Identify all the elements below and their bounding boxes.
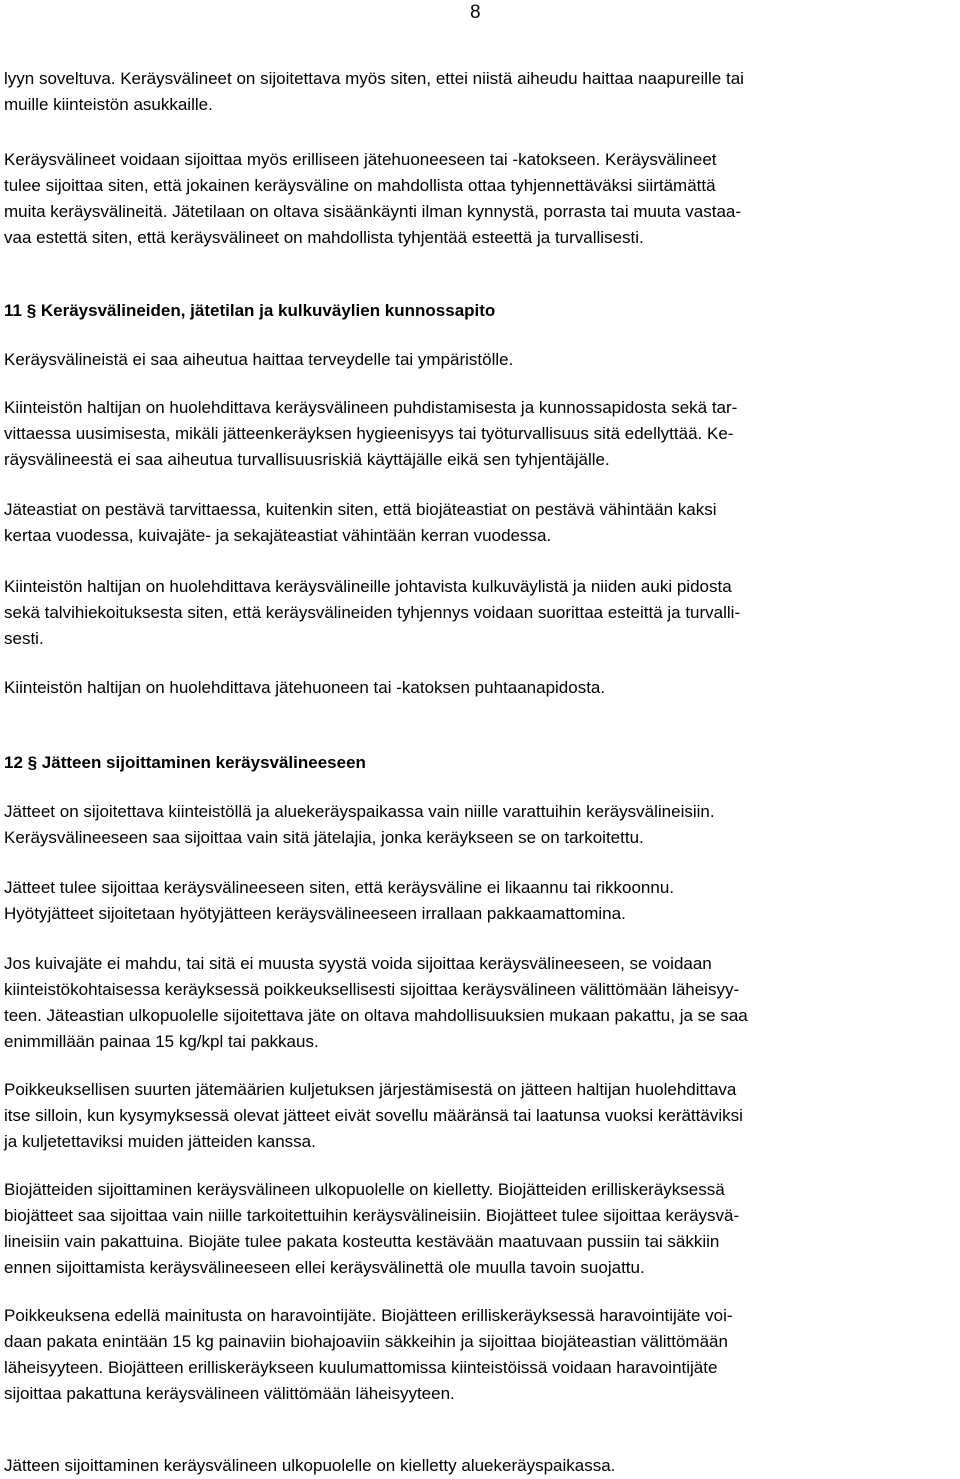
paragraph — [4, 395, 737, 473]
text-line: 11 § Keräysvälineiden, jätetilan ja kulkuväylien kunnossapito — [4, 301, 496, 320]
text-line: biojätteet saa sijoittaa vain niille tarkoitettuihin keräysvälineisiin. Biojätteet tulee sijoittaa keräysvä- — [4, 1206, 740, 1225]
text-line: vaa estettä siten, että keräysvälineet on mahdollista tyhjentää esteettä ja turvallisesti. — [4, 228, 644, 247]
text-line: ja kuljetettaviksi muiden jätteiden kanssa. — [4, 1132, 316, 1151]
paragraph — [4, 574, 740, 652]
text-line: muita keräysvälineitä. Jätetilaan on oltava sisäänkäynti ilman kynnystä, porrasta tai muuta vastaa- — [4, 202, 742, 221]
text-line: sijoittaa pakattuna keräysvälineen välittömään läheisyyteen. — [4, 1384, 455, 1403]
text-line: Keräysvälineeseen saa sijoittaa vain sitä jätelajia, jonka keräykseen se on tarkoitettu. — [4, 828, 644, 847]
text-line: Biojätteiden sijoittaminen keräysvälineen ulkopuolelle on kielletty. Biojätteiden erilliskeräyksessä — [4, 1180, 725, 1199]
text-line: Keräysvälineet voidaan sijoittaa myös erilliseen jätehuoneeseen tai -katokseen. Keräysvälineet — [4, 150, 717, 169]
text-line: lineisiin vain pakattuina. Biojäte tulee pakata kosteutta kestävään maatuvaan pussiin tai säkkiin — [4, 1232, 720, 1251]
text-line: Keräysvälineistä ei saa aiheutua haittaa terveydelle tai ympäristölle. — [4, 350, 514, 369]
paragraph — [4, 147, 741, 251]
text-line: Jätteet tulee sijoittaa keräysvälineeseen siten, että keräysväline ei likaannu tai rikkoonnu. — [4, 878, 674, 897]
text-line: Jäteastiat on pestävä tarvittaessa, kuitenkin siten, että biojäteastiat on pestävä vähintään kaksi — [4, 500, 717, 519]
paragraph — [4, 347, 513, 373]
text-line: Jätteen sijoittaminen keräysvälineen ulkopuolelle on kielletty aluekeräyspaikassa. — [4, 1456, 616, 1475]
text-line: Kiinteistön haltijan on huolehdittava jätehuoneen tai -katoksen puhtaanapidosta. — [4, 678, 606, 697]
text-line: Jos kuivajäte ei mahdu, tai sitä ei muusta syystä voida sijoittaa keräysvälineeseen, se voidaan — [4, 954, 712, 973]
text-line: Jätteet on sijoitettava kiinteistöllä ja aluekeräyspaikassa vain niille varattuihin keräysvälineisiin. — [4, 802, 715, 821]
text-line: tulee sijoittaa siten, että jokainen keräysväline on mahdollista ottaa tyhjennettäväksi siirtämättä — [4, 176, 716, 195]
text-line: enimmillään painaa 15 kg/kpl tai pakkaus. — [4, 1032, 319, 1051]
page-number: 8 — [470, 2, 481, 23]
paragraph — [4, 1303, 733, 1407]
text-line: kiinteistökohtaisessa keräyksessä poikkeuksellisesti sijoittaa keräysvälineen välittömään läheisyy- — [4, 980, 740, 999]
text-line: 12 § Jätteen sijoittaminen keräysvälineeseen — [4, 753, 366, 772]
paragraph — [4, 875, 674, 927]
paragraph — [4, 799, 715, 851]
text-line: Kiinteistön haltijan on huolehdittava keräysvälineen puhdistamisesta ja kunnossapidosta sekä tar- — [4, 398, 738, 417]
paragraph — [4, 675, 605, 701]
text-line: sesti. — [4, 629, 44, 648]
text-line: muille kiinteistön asukkaille. — [4, 95, 213, 114]
text-line: Hyötyjätteet sijoitetaan hyötyjätteen keräysvälineeseen irrallaan pakkaamattomina. — [4, 904, 626, 923]
text-line: läheisyyteen. Biojätteen erilliskeräykseen kuulumattomissa kiinteistöissä voidaan haravointijäte — [4, 1358, 718, 1377]
text-line: teen. Jäteastian ulkopuolelle sijoitettava jäte on oltava mahdollisuuksien mukaan pakattu, ja se saa — [4, 1006, 748, 1025]
text-line: vittaessa uusimisesta, mikäli jätteenkeräyksen hygieenisyys tai työturvallisuus sitä edellyttää. Ke- — [4, 424, 734, 443]
text-line: daan pakata enintään 15 kg painaviin biohajoaviin säkkeihin ja sijoittaa biojäteastian välittömään — [4, 1332, 728, 1351]
paragraph — [4, 497, 717, 549]
text-line: Kiinteistön haltijan on huolehdittava keräysvälineille johtavista kulkuväylistä ja niiden auki pidosta — [4, 577, 732, 596]
text-line: Poikkeuksellisen suurten jätemäärien kuljetuksen järjestämisestä on jätteen haltijan huolehdittava — [4, 1080, 737, 1099]
text-line: ennen sijoittamista keräysvälineeseen ellei keräysvälinettä ole muulla tavoin suojattu. — [4, 1258, 645, 1277]
section-heading — [4, 750, 366, 776]
paragraph — [4, 951, 748, 1055]
text-line: sekä talvihiekoituksesta siten, että keräysvälineiden tyhjennys voidaan suorittaa esteittä ja turvalli- — [4, 603, 741, 622]
paragraph — [4, 1077, 743, 1155]
section-heading — [4, 298, 495, 324]
paragraph — [4, 66, 744, 118]
text-line: kertaa vuodessa, kuivajäte- ja sekajäteastiat vähintään kerran vuodessa. — [4, 526, 552, 545]
text-line: räysvälineestä ei saa aiheutua turvallisuusriskiä käyttäjälle eikä sen tyhjentäjälle. — [4, 450, 610, 469]
text-line: lyyn soveltuva. Keräysvälineet on sijoitettava myös siten, ettei niistä aiheudu haittaa naapureille tai — [4, 69, 744, 88]
text-line: itse silloin, kun kysymyksessä olevat jätteet eivät sovellu määränsä tai laatunsa vuoksi kerättäviksi — [4, 1106, 743, 1125]
paragraph — [4, 1177, 739, 1281]
text-line: Poikkeuksena edellä mainitusta on haravointijäte. Biojätteen erilliskeräyksessä haravointijäte voi- — [4, 1306, 733, 1325]
